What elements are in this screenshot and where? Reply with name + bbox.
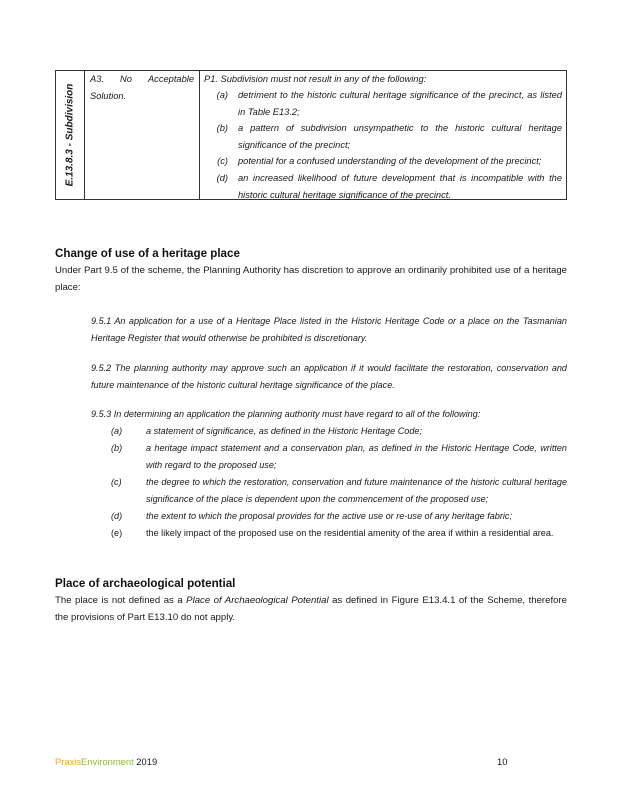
list-item-key: (e) (111, 528, 123, 538)
list-item (200, 170, 562, 203)
list-item (91, 423, 567, 440)
list-item-text: a heritage impact statement and a conservation plan, as defined in the Historic Heritage Code, written with regard to the proposed use; (146, 443, 567, 470)
list-item-key: (a) (216, 90, 228, 100)
list-item-key: (c) (217, 156, 228, 167)
list-item-text: an increased likelihood of future development that is incompatible with the historic cultural heritage significance of the precinct. (238, 172, 562, 200)
archaeology-text-after: as defined in Figure E13.4.1 of the Scheme, therefore the provisions of Part E13.10 do not apply. (55, 595, 567, 623)
list-item-text: a statement of significance, as defined in the Historic Heritage Code; (146, 426, 422, 436)
acceptable-solution-word-no: No (120, 74, 132, 84)
acceptable-solution-word-acceptable: Acceptable (147, 74, 194, 84)
performance-criteria-intro: P1. Subdivision must not result in any of the following: (204, 74, 427, 84)
section-label: E.13.8.3 - Subdivision (64, 83, 76, 187)
archaeology-text-before: The place is not defined as a (55, 595, 187, 606)
footer-brand (55, 756, 157, 767)
list-item (91, 525, 567, 542)
list-item-key: (d) (216, 172, 228, 183)
list-item-key: (d) (111, 511, 123, 521)
section-label-cell (56, 71, 85, 199)
clause-9-5-2: 9.5.2 The planning authority may approve such an application if it would facilitate the restoration, conservation and future maintenance of the historic cultural heritage significance of the place. (91, 363, 567, 390)
archaeology-heading: Place of archaeological potential (55, 577, 236, 590)
list-item-key: (a) (111, 426, 123, 436)
list-item-text: the extent to which the proposal provides for the active use or re-use of any heritage fabric; (146, 511, 512, 521)
list-item (200, 153, 562, 170)
list-item-key: (b) (111, 443, 123, 453)
list-item-text: the degree to which the restoration, conservation and future maintenance of the historic cultural heritage significance of the place is dependent upon the commencement of the proposed use; (146, 477, 567, 504)
acceptable-solution-text (90, 71, 194, 104)
performance-criteria-cell (200, 71, 566, 199)
clause-9-5-3: 9.5.3 In determining an application the planning authority must have regard to all of the following: (91, 409, 481, 419)
clause-9-5-1: 9.5.1 An application for a use of a Heritage Place listed in the Historic Heritage Code or a place on the Tasmanian Heritage Register that would otherwise be prohibited is discretionary. (91, 316, 567, 343)
footer-year: 2019 (136, 756, 158, 767)
list-item (200, 120, 562, 153)
acceptable-solution-cell (85, 71, 200, 199)
list-item-text: potential for a confused understanding of the development of the precinct; (238, 156, 542, 167)
archaeology-paragraph (55, 592, 567, 626)
list-item-key: (b) (216, 123, 228, 134)
change-of-use-intro: Under Part 9.5 of the scheme, the Planning Authority has discretion to approve an ordinarily prohibited use of a heritage place: (55, 265, 567, 293)
page-number: 10 (497, 756, 508, 767)
change-of-use-heading: Change of use of a heritage place (55, 247, 240, 260)
list-item (91, 474, 567, 508)
acceptable-solution-line2: Solution. (90, 90, 127, 101)
list-item-key: (c) (111, 477, 122, 487)
performance-criteria-list (200, 87, 562, 203)
list-item-text: the likely impact of the proposed use on the residential amenity of the area if within a residential area. (146, 528, 554, 538)
standards-table (55, 70, 567, 200)
clause-9-5-3-list (91, 423, 567, 542)
list-item (200, 87, 562, 120)
archaeology-text-italic: Place of Archaeological Potential (186, 595, 329, 606)
list-item (91, 508, 567, 525)
brand-praxis: Praxis (55, 756, 82, 767)
list-item-text: a pattern of subdivision unsympathetic to the historic cultural heritage significance of the precinct; (238, 123, 562, 150)
list-item-text: detriment to the historic cultural heritage significance of the precinct, as listed in Table E13.2; (238, 90, 562, 117)
brand-environment: Environment (81, 756, 134, 767)
acceptable-solution-code: A3. (90, 74, 104, 84)
list-item (91, 440, 567, 474)
